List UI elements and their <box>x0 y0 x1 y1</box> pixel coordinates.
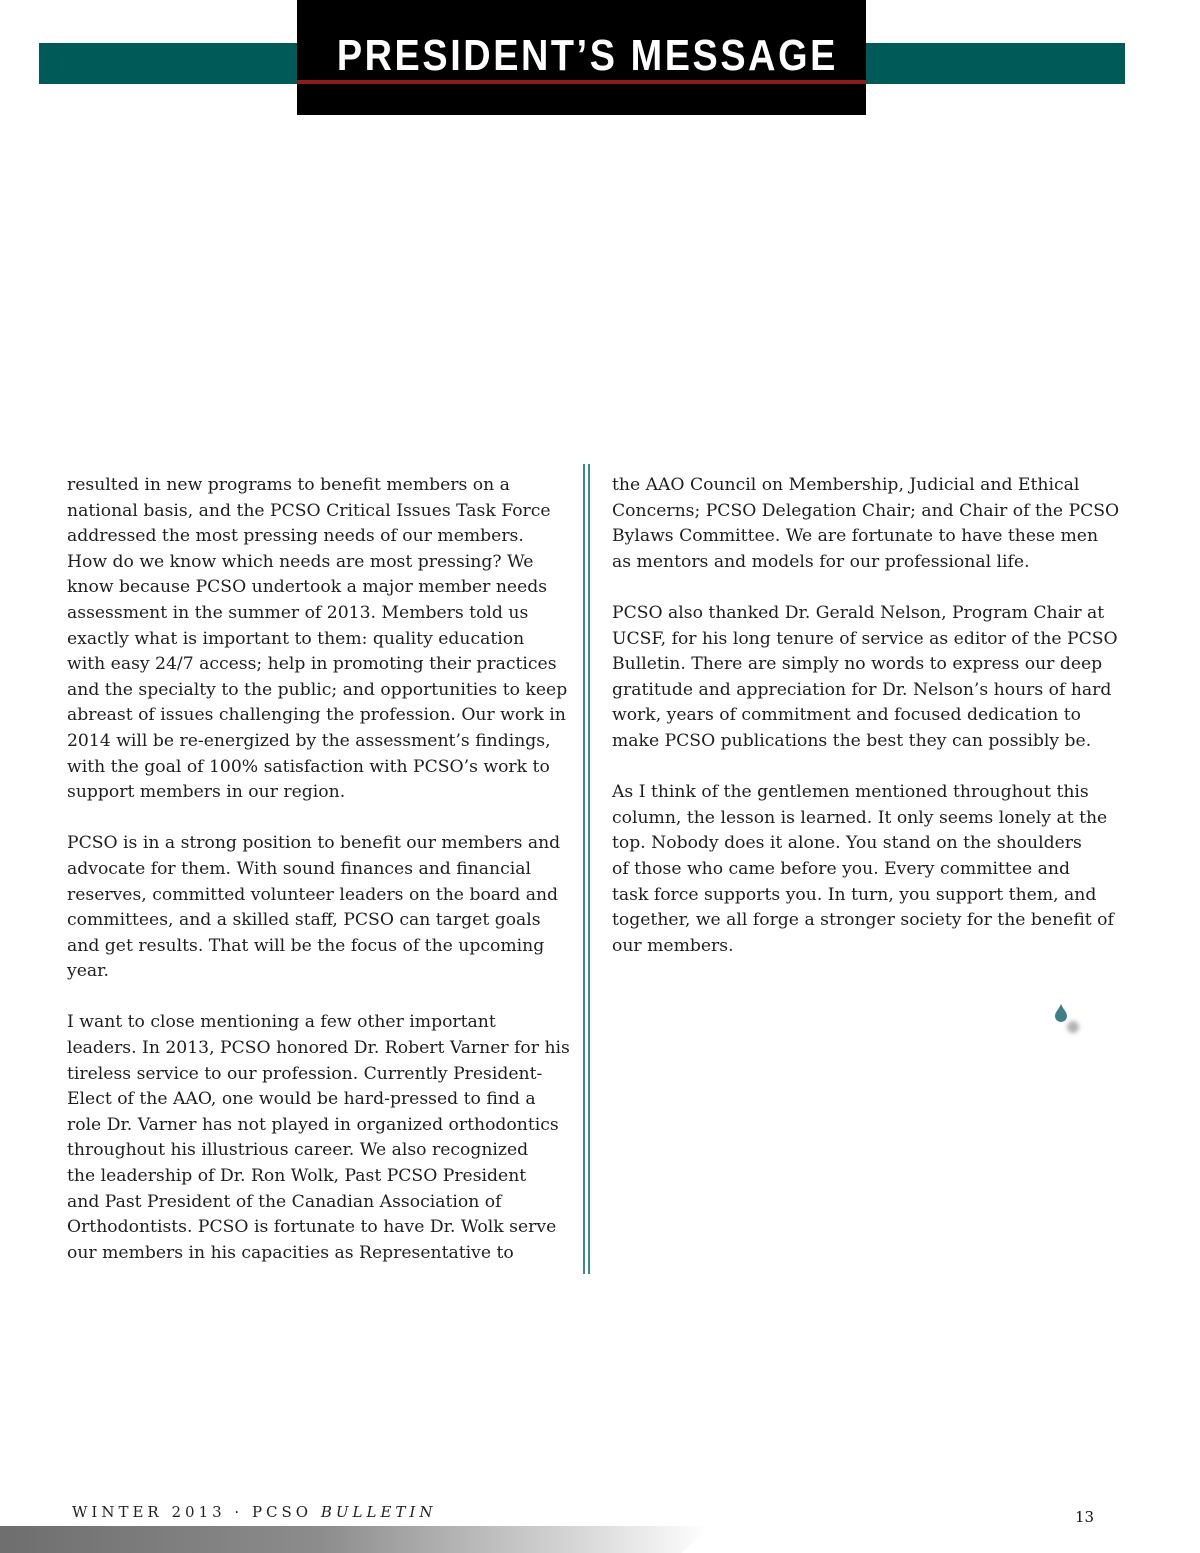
text-line: reserves, committed volunteer leaders on the board and <box>67 884 559 905</box>
text-line: PCSO also thanked Dr. Gerald Nelson, Program Chair at <box>612 602 1105 623</box>
text-line: Elect of the AAO, one would be hard-pressed to find a <box>67 1089 536 1110</box>
text-line: addressed the most pressing needs of our members. <box>67 526 524 547</box>
text-line: and get results. That will be the focus of the upcoming <box>67 935 545 956</box>
text-line: exactly what is important to them: quality education <box>67 628 525 649</box>
text-line: throughout his illustrious career. We also recognized <box>67 1140 529 1161</box>
text-line: as mentors and models for our professional life. <box>612 551 1030 572</box>
text-line: with easy 24/7 access; help in promoting their practices <box>67 654 557 675</box>
footer-publication: BULLETIN <box>320 1503 437 1521</box>
text-line: Concerns; PCSO Delegation Chair; and Chair of the PCSO <box>612 500 1120 521</box>
paragraph-gap <box>67 985 577 1011</box>
right-column <box>612 473 1122 959</box>
text-line: top. Nobody does it alone. You stand on the shoulders <box>612 833 1082 854</box>
left-column <box>67 473 577 1266</box>
text-line: column, the lesson is learned. It only seems lonely at the <box>612 807 1108 828</box>
text-line: national basis, and the PCSO Critical Issues Task Force <box>67 500 551 521</box>
page-number: 13 <box>1075 1508 1095 1526</box>
text-line: Orthodontists. PCSO is fortunate to have Dr. Wolk serve <box>67 1217 557 1238</box>
text-line: role Dr. Varner has not played in organized orthodontics <box>67 1114 559 1135</box>
text-line: UCSF, for his long tenure of service as editor of the PCSO <box>612 628 1118 649</box>
text-line: abreast of issues challenging the profession. Our work in <box>67 705 566 726</box>
footer-bar <box>0 1526 710 1553</box>
text-line: How do we know which needs are most pressing? We <box>67 551 534 572</box>
text-line: the AAO Council on Membership, Judicial and Ethical <box>612 475 1080 495</box>
title-underline <box>297 80 866 84</box>
text-line: 2014 will be re-energized by the assessment’s findings, <box>67 730 551 751</box>
text-line: our members in his capacities as Representative to <box>67 1242 514 1263</box>
text-line: of those who came before you. Every committee and <box>612 858 1070 879</box>
footer-issue-line <box>72 1503 436 1521</box>
paragraph-gap <box>612 755 1122 781</box>
text-line: Bylaws Committee. We are fortunate to have these men <box>612 526 1099 547</box>
text-line: and Past President of the Canadian Association of <box>67 1191 502 1212</box>
text-line: work, years of commitment and focused dedication to <box>612 705 1082 726</box>
text-line: and the specialty to the public; and opportunities to keep <box>67 679 568 700</box>
footer-issue: WINTER 2013 · PCSO <box>72 1503 321 1521</box>
text-line: our members. <box>612 935 734 956</box>
text-line: year. <box>67 961 109 982</box>
text-line: Bulletin. There are simply no words to express our deep <box>612 654 1103 675</box>
text-line: As I think of the gentlemen mentioned throughout this <box>612 782 1089 803</box>
text-line: tireless service to our profession. Currently President- <box>67 1063 543 1084</box>
column-divider <box>583 464 590 1274</box>
text-line: committees, and a skilled staff, PCSO can target goals <box>67 910 541 931</box>
text-line: gratitude and appreciation for Dr. Nelson’s hours of hard <box>612 679 1112 700</box>
drop-icon <box>1052 1002 1092 1042</box>
text-line: support members in our region. <box>67 782 346 803</box>
paragraph-gap <box>67 806 577 832</box>
text-line: I want to close mentioning a few other important <box>67 1012 496 1033</box>
text-line: leaders. In 2013, PCSO honored Dr. Robert Varner for his <box>67 1038 570 1059</box>
text-line: the leadership of Dr. Ron Wolk, Past PCSO President <box>67 1166 527 1187</box>
page-title: PRESIDENT’S MESSAGE <box>336 31 838 80</box>
text-line: know because PCSO undertook a major member needs <box>67 577 548 598</box>
text-line: task force supports you. In turn, you support them, and <box>612 884 1097 905</box>
text-line: resulted in new programs to benefit members on a <box>67 475 510 495</box>
text-line: PCSO is in a strong position to benefit our members and <box>67 833 561 854</box>
text-line: make PCSO publications the best they can possibly be. <box>612 730 1092 751</box>
text-line: with the goal of 100% satisfaction with PCSO’s work to <box>67 756 550 777</box>
text-line: advocate for them. With sound finances and financial <box>67 858 531 879</box>
text-line: together, we all forge a stronger society for the benefit of <box>612 910 1114 931</box>
text-line: assessment in the summer of 2013. Members told us <box>67 602 529 623</box>
paragraph-gap <box>612 575 1122 601</box>
title-box <box>297 0 866 115</box>
